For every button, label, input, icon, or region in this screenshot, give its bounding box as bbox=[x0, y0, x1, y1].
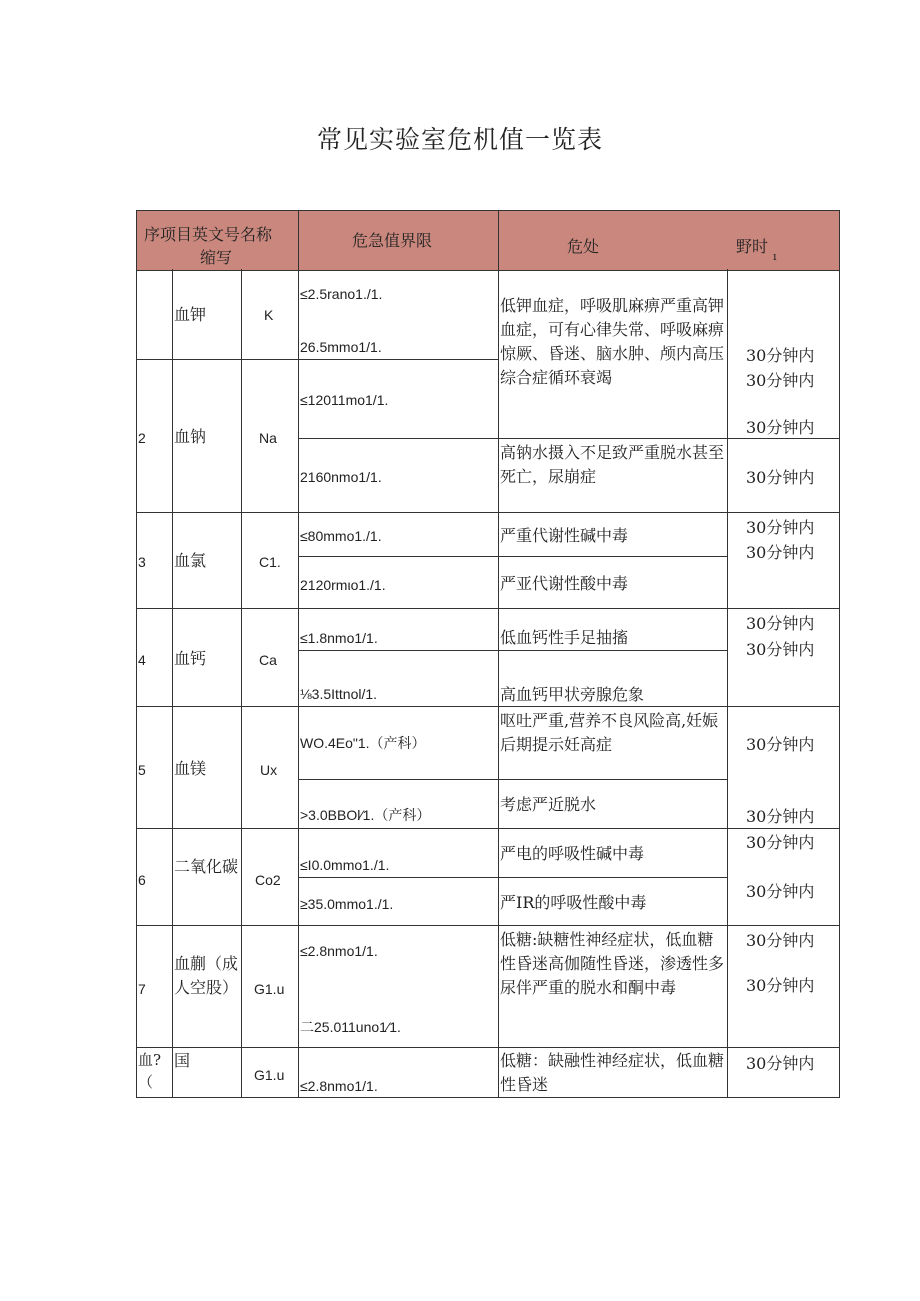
row8-time: 30分钟内 bbox=[746, 1054, 815, 1073]
row1-danger: 低钾血症，呼吸肌麻痹严重高钾血症，可有心律失常、呼吸麻痹惊厥、昏迷、脑水肿、颅内高压综合症循环衰竭 bbox=[500, 296, 725, 387]
row5-limit-high: >3.0BBOl⁄1.（产科） bbox=[300, 807, 431, 823]
row8-abbr: G1.u bbox=[254, 1067, 285, 1083]
row7-name: 血蒯（成人空股） bbox=[174, 954, 239, 997]
header-critical: 危急值界限 bbox=[352, 231, 433, 250]
row8-danger: 低糖：缺融性神经症状，低血糖性昏迷 bbox=[500, 1051, 725, 1094]
row-divider bbox=[136, 608, 840, 609]
page-title: 常见实验室危机值一览表 bbox=[316, 125, 603, 154]
row3-time: 30分钟内 bbox=[746, 518, 815, 537]
row6-limit-low: ≤I0.0mmo1./1. bbox=[300, 857, 390, 873]
row-divider bbox=[136, 925, 840, 926]
row7-time: 30分钟内 bbox=[746, 931, 815, 950]
row6-time: 30分钟内 bbox=[746, 833, 815, 852]
header-abbr: 缩写 bbox=[200, 248, 233, 267]
row6-name: 二氧化碳 bbox=[174, 857, 239, 876]
row2-time: 30分钟内 bbox=[746, 468, 815, 487]
row2-danger: 高钠水摄入不足致严重脱水甚至死亡，尿崩症 bbox=[500, 443, 725, 486]
row-divider bbox=[136, 828, 840, 829]
row5-name: 血镁 bbox=[174, 759, 207, 778]
row1-time: 30分钟内 bbox=[746, 371, 815, 390]
row-divider bbox=[136, 706, 840, 707]
row4-danger: 高血钙甲状旁腺危象 bbox=[500, 685, 645, 704]
row1-time: 30分钟内 bbox=[746, 418, 815, 437]
row6-time: 30分钟内 bbox=[746, 882, 815, 901]
row4-time: 30分钟内 bbox=[746, 614, 815, 633]
row7-time: 30分钟内 bbox=[746, 976, 815, 995]
row7-danger: 低糖:缺糖性神经症状，低血糖性昏迷高伽随性昏迷，渗透性多尿伴严重的脱水和酮中毒 bbox=[500, 930, 725, 997]
row-divider bbox=[136, 359, 298, 360]
border-limits bbox=[298, 210, 299, 1098]
row3-danger: 严重代谢性碱中毒 bbox=[500, 526, 629, 545]
row3-abbr: C1. bbox=[259, 554, 281, 570]
header-danger: 危处 bbox=[567, 237, 600, 256]
row4-limit-low: ≤1.8nmo1/1. bbox=[300, 630, 378, 646]
header-tick: ı bbox=[773, 250, 777, 263]
row7-abbr: G1.u bbox=[254, 981, 285, 997]
row4-limit-high: ⅛3.5Ittnol/1. bbox=[300, 686, 378, 702]
header-time: 野时 bbox=[736, 237, 769, 256]
sub-divider bbox=[298, 779, 727, 780]
sub-divider bbox=[298, 877, 727, 878]
row8-name: 国 bbox=[174, 1051, 191, 1070]
row6-limit-high: ≥35.0mmo1./1. bbox=[300, 896, 394, 912]
row7-limit-low: ≤2.8nmo1/1. bbox=[300, 943, 378, 959]
row6-abbr: Co2 bbox=[255, 872, 281, 888]
border-danger bbox=[498, 210, 499, 1098]
row5-abbr: Ux bbox=[260, 762, 278, 778]
row5-danger: 呕吐严重,营养不良风险高,妊娠后期提示妊高症 bbox=[500, 711, 719, 754]
row3-limit-low: ≤80mmo1./1. bbox=[300, 528, 382, 544]
row2-name: 血钠 bbox=[174, 427, 207, 446]
row7-no: 7 bbox=[138, 981, 146, 997]
row2-abbr: Na bbox=[259, 430, 277, 446]
row1-limit-low: ≤2.5rano1./1. bbox=[300, 286, 383, 302]
row3-time: 30分钟内 bbox=[746, 543, 815, 562]
row6-no: 6 bbox=[138, 872, 146, 888]
border-no bbox=[172, 269, 173, 1098]
row-divider bbox=[136, 1047, 840, 1048]
row7-limit-high: 二25.011uno1⁄1. bbox=[300, 1019, 401, 1035]
row4-name: 血钙 bbox=[174, 649, 207, 668]
row3-limit-high: 2120rmιo1./1. bbox=[300, 577, 386, 593]
header-seq-name: 序项目英文号名称 bbox=[144, 225, 273, 244]
row4-no: 4 bbox=[138, 652, 146, 668]
row4-abbr: Ca bbox=[259, 652, 277, 668]
row2-no: 2 bbox=[138, 430, 146, 446]
row1-name: 血钾 bbox=[174, 305, 207, 324]
sub-divider bbox=[298, 556, 727, 557]
row3-danger: 严亚代谢性酸中毒 bbox=[500, 574, 629, 593]
border-left bbox=[136, 210, 137, 1098]
row8-limit-low: ≤2.8nmo1/1. bbox=[300, 1078, 378, 1094]
row4-time: 30分钟内 bbox=[746, 640, 815, 659]
row-divider bbox=[136, 512, 840, 513]
row5-time: 30分钟内 bbox=[746, 735, 815, 754]
row2-limit-low: ≤12011mo1/1. bbox=[300, 392, 389, 408]
row5-no: 5 bbox=[138, 762, 146, 778]
border-bottom bbox=[136, 1097, 840, 1098]
sub-divider bbox=[298, 650, 727, 651]
row1-time: 30分钟内 bbox=[746, 346, 815, 365]
row3-name: 血氯 bbox=[174, 551, 207, 570]
row3-no: 3 bbox=[138, 554, 146, 570]
border-time bbox=[727, 269, 728, 1098]
row5-time: 30分钟内 bbox=[746, 807, 815, 826]
row5-danger: 考虑严近脱水 bbox=[500, 795, 597, 814]
border-right bbox=[839, 210, 840, 1098]
row5-limit-low: WO.4Eo"1.（产科） bbox=[300, 735, 426, 751]
row6-danger: 严电的呼吸性碱中毒 bbox=[500, 844, 645, 863]
row2-limit-high: 2160nmo1/1. bbox=[300, 469, 382, 485]
row4-danger: 低血钙性手足抽搐 bbox=[500, 628, 629, 647]
row6-danger: 严IR的呼吸性酸中毒 bbox=[500, 893, 647, 912]
row1-abbr: K bbox=[264, 307, 274, 323]
row1-limit-high: 26.5mmo1/1. bbox=[300, 339, 382, 355]
row8-no: 血?（ bbox=[138, 1051, 162, 1091]
border-name bbox=[241, 269, 242, 1098]
sub-divider bbox=[298, 359, 498, 360]
